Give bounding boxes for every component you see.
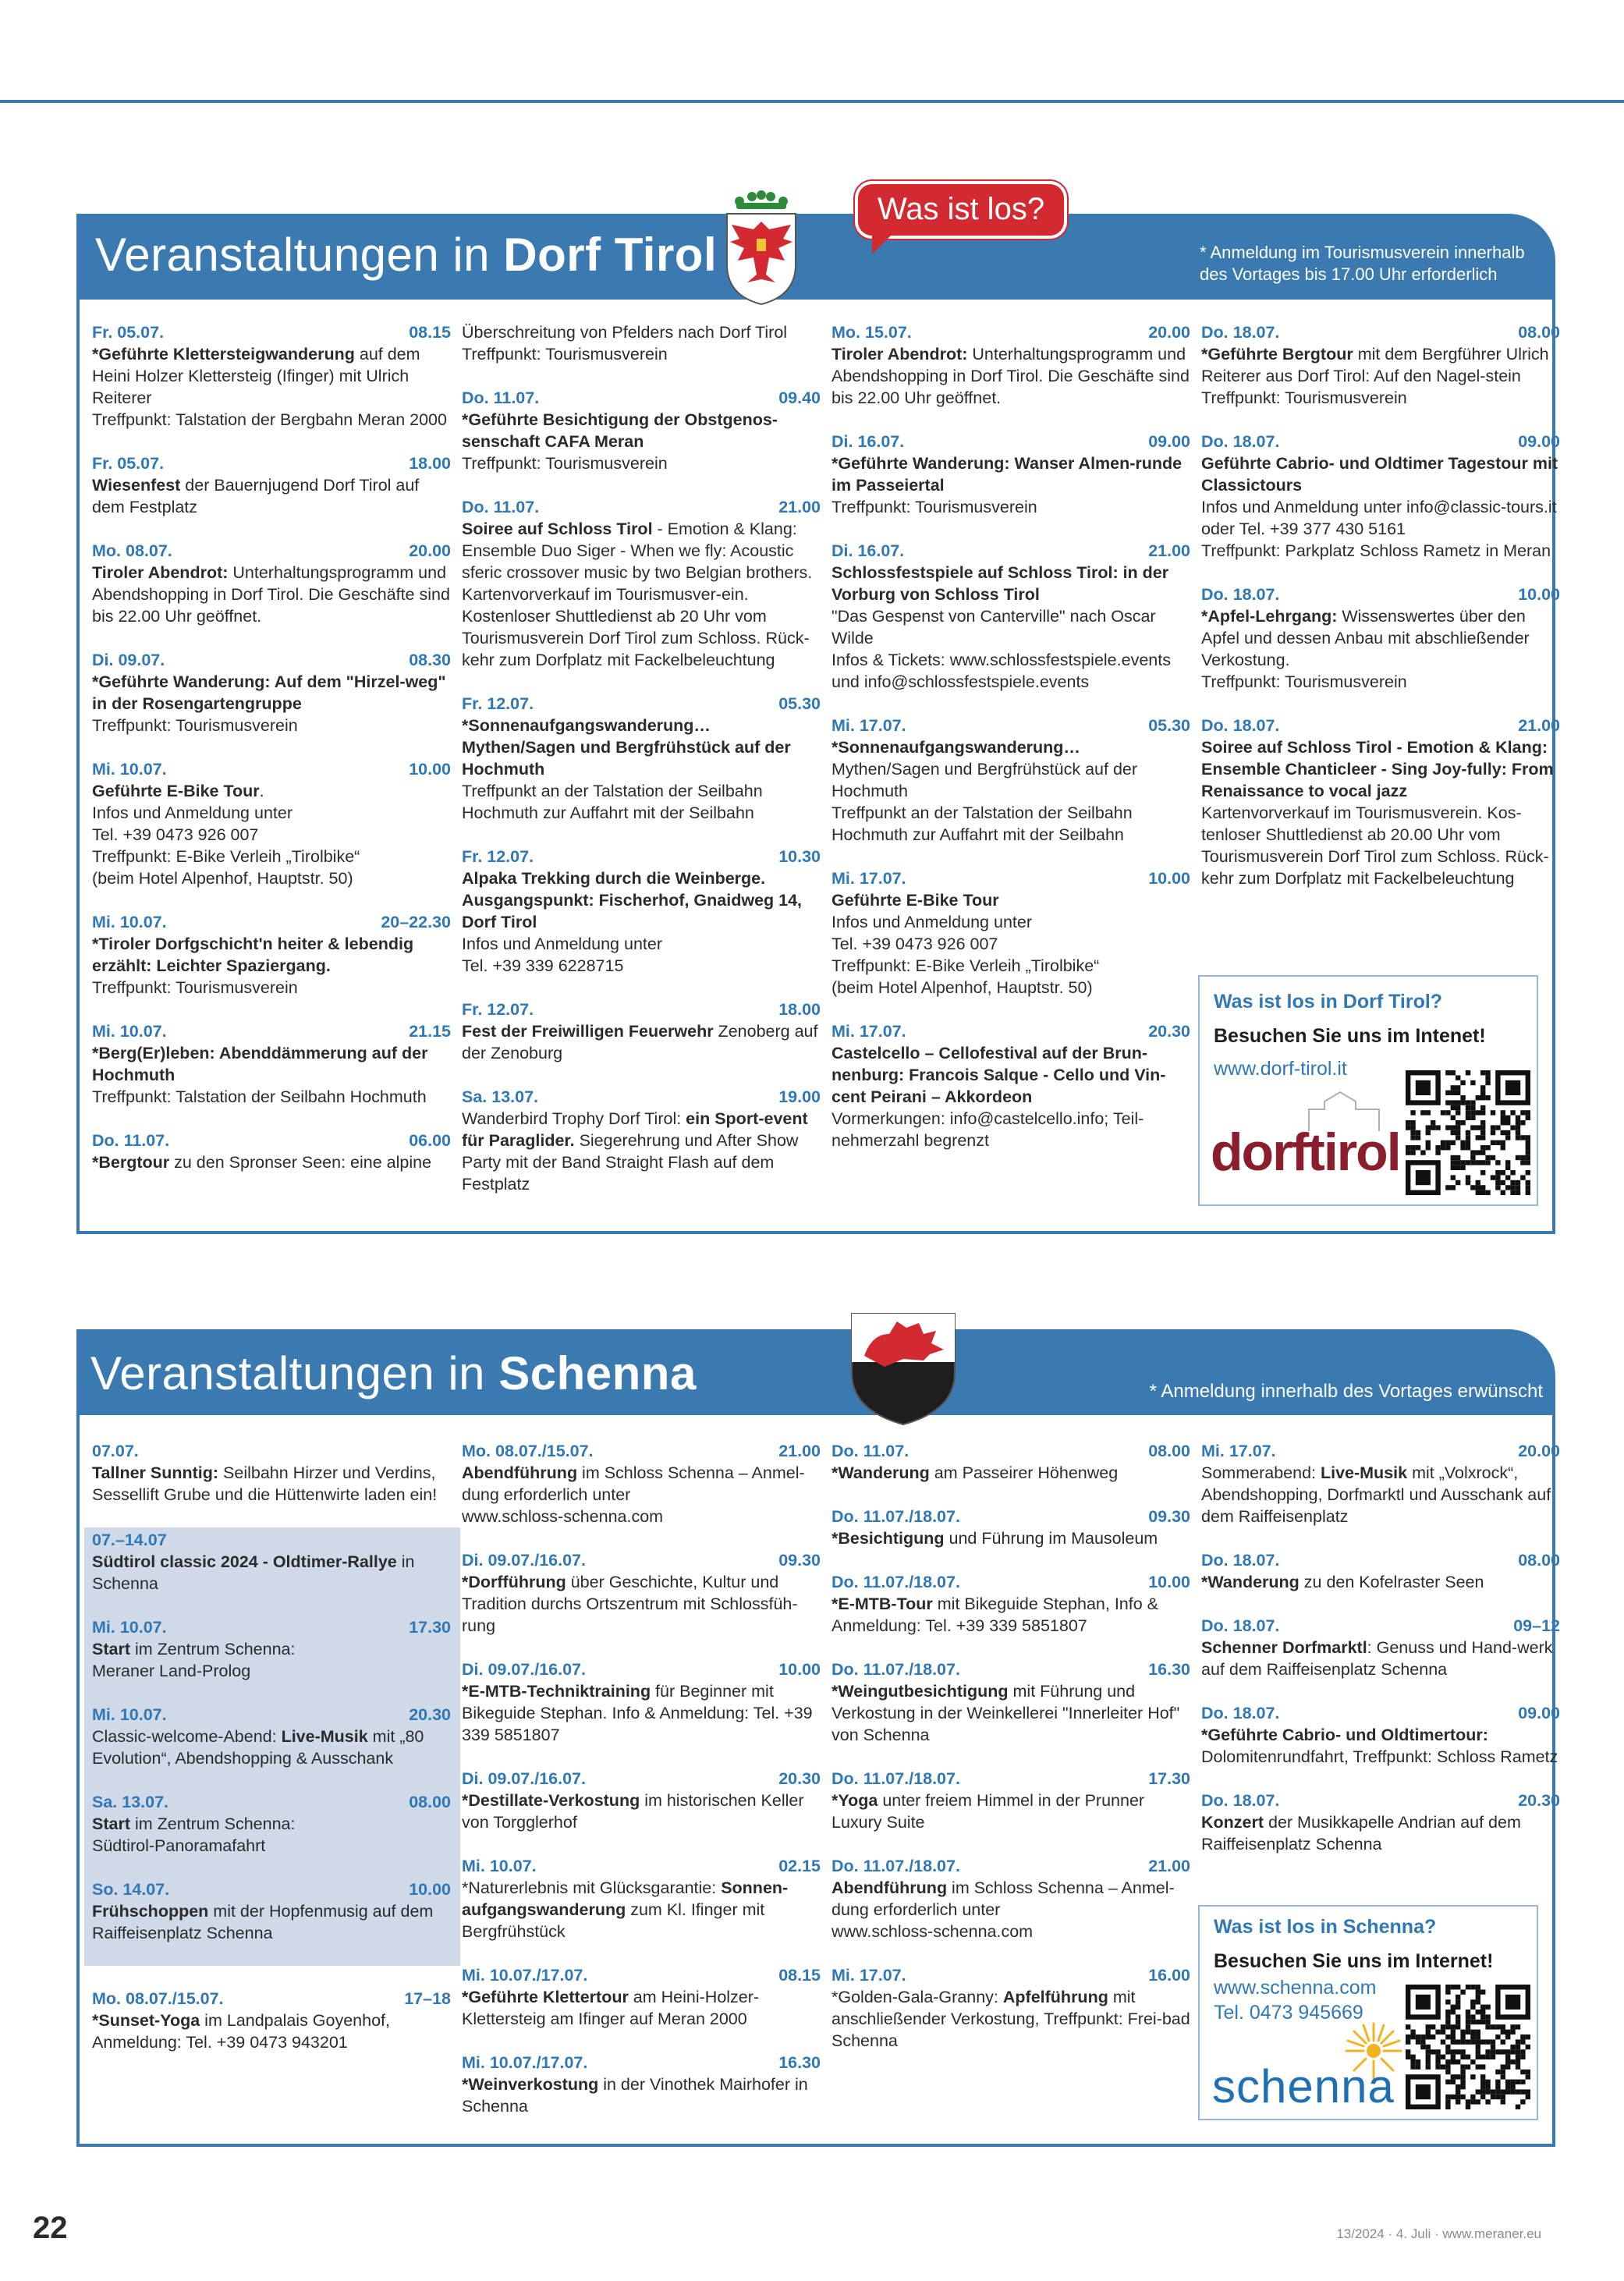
event-date: Do. 18.07. [1201,1791,1280,1810]
event-time: 02.15 [778,1857,821,1875]
event-time: 08.00 [1148,1442,1190,1460]
event-description: Sommerabend: Live-Musik mit „Volxrock“, Abendshopping, Dorfmarktl und Ausschank auf dem Raiffeisenplatz [1201,1463,1551,1526]
event-time: 18.00 [778,1000,821,1019]
event-date: Do. 11.07. [462,388,540,407]
event-time: 20.30 [1518,1791,1560,1810]
event-item [832,1440,1190,1484]
event-description: *Sonnenaufgangswanderung… Mythen/Sagen und Bergfrühstück auf der Hochmuth Treffpunkt an der Talstation der Seilbahn Hochmuth zur Auffahrt mit der Seilbahn [832,738,1138,844]
event-time: 09.00 [1518,432,1560,451]
event-item [92,1529,451,1616]
event-header [92,911,451,933]
event-description: *Apfel-Lehrgang: Wissenswertes über den Apfel und dessen Anbau mit abschließender Verkostung. Treffpunkt: Tourismusverein [1201,607,1530,691]
tyrol-eagle-crest-icon [722,190,800,307]
event-date: Mi. 17.07. [832,1966,906,1985]
event-description: *Dorfführung über Geschichte, Kultur und Tradition durchs Ortszentrum mit Schlossfüh-rung [462,1573,798,1635]
event-description: Tiroler Abendrot: Unterhaltungsprogramm und Abendshopping in Dorf Tirol. Die Geschäfte sind bis 22.00 Uhr geöffnet. [92,563,450,626]
schenna-col1-bottom [92,1988,451,2053]
event-description: *Naturerlebnis mit Glücksgarantie: Sonnen-aufgangswanderung zum Kl. Ifinger mit Bergfrühstück [462,1878,789,1941]
dorf-column-4 [1201,321,1560,911]
schenna-logo: schenna [1212,2060,1395,2112]
event-header [92,1704,451,1726]
event-time: 09.30 [1148,1507,1190,1526]
dorf-title-prefix: Veranstaltungen in [95,229,504,281]
event-item [462,1768,821,1833]
event-header [462,693,821,715]
dorf-note: * Anmeldung im Tourismusverein innerhalb des Vortages bis 17.00 Uhr erforderlich [1200,243,1525,284]
event-description: Südtirol classic 2024 - Oldtimer-Rallye in Schenna [92,1552,415,1593]
event-header [92,1130,451,1151]
event-description: *Geführte Bergtour mit dem Bergführer Ulrich Reiterer aus Dorf Tirol: Auf den Nagel-stein Treffpunkt: Tourismusverein [1201,345,1549,407]
event-time: 20.30 [778,1769,821,1788]
event-description: *Geführte Klettertour am Heini-Holzer-Klettersteig am Ifinger auf Meran 2000 [462,1988,760,2028]
event-header [832,1768,1190,1790]
event-date: 07.–14.07 [92,1531,167,1549]
event-item [92,1988,451,2053]
event-item [832,715,1190,846]
event-description: *Golden-Gala-Granny: Apfelführung mit anschließender Verkostung, Treffpunkt: Frei-bad Schenna [832,1988,1190,2050]
dorf-ad-question: Was ist los in Dorf Tirol? [1214,991,1443,1013]
event-header [1201,431,1560,452]
event-description: Tallner Sunntig: Seilbahn Hirzer und Verdins, Sessellift Grube und die Hüttenwirte laden ein! [92,1463,438,1504]
event-date: Do. 11.07./18.07. [832,1660,960,1679]
event-header [832,1964,1190,1986]
event-item [462,1964,821,2030]
event-time: 17–18 [404,1989,451,2008]
event-description: *Weingutbesichtigung mit Führung und Verkostung in der Weinkellerei "Innerleiter Hof" von Schenna [832,1682,1180,1744]
event-description: Geführte E-Bike Tour. Infos und Anmeldung unter Tel. +39 0473 926 007 Treffpunkt: E-Bike Verleih „Tirolbike“ (beim Hotel Alpenhof, Hauptstr. 50) [92,782,360,888]
event-item [832,1020,1190,1151]
event-date: Mo. 08.07. [92,541,172,560]
event-item [1201,431,1560,562]
event-date: Mi. 10.07./17.07. [462,2053,588,2072]
event-item [832,1506,1190,1549]
event-item [1201,584,1560,693]
event-item [1201,1440,1560,1527]
schenna-header-bar [76,1329,1555,1415]
event-item [462,1086,821,1195]
event-item [1201,1790,1560,1855]
schenna-column-4 [1201,1440,1560,1877]
event-item [832,1855,1190,1942]
event-description: Schenner Dorfmarktl: Genuss und Hand-werk auf dem Raiffeisenplatz Schenna [1201,1638,1553,1679]
event-header [462,1086,821,1108]
event-header [462,496,821,518]
schenna-ad-cta: Besuchen Sie uns im Internet! [1214,1950,1494,1972]
event-date: Mi. 10.07./17.07. [462,1966,588,1985]
event-time: 06.00 [409,1131,451,1150]
event-header [1201,1615,1560,1637]
event-time: 09.40 [778,388,821,407]
event-time: 09–12 [1513,1616,1560,1635]
event-item [462,1549,821,1637]
event-time: 21.00 [778,498,821,516]
event-date: Mo. 08.07./15.07. [92,1989,224,2008]
event-header [832,1658,1190,1680]
event-description: Start im Zentrum Schenna: Südtirol-Panoramafahrt [92,1815,296,1855]
event-date: Do. 11.07. [462,498,540,516]
event-time: 10.00 [1148,1573,1190,1591]
event-time: 09.30 [778,1551,821,1570]
event-header [832,321,1190,343]
event-item [462,693,821,824]
event-description: *E-MTB-Techniktraining für Beginner mit Bikeguide Stephan. Info & Anmeldung: Tel. +39 339 5851807 [462,1682,813,1744]
event-description: Frühschoppen mit der Hopfenmusig auf dem Raiffeisenplatz Schenna [92,1902,434,1942]
event-header [462,1768,821,1790]
event-item [92,1020,451,1108]
event-item [1201,715,1560,889]
event-description: *Destillate-Verkostung im historischen Keller von Torgglerhof [462,1791,804,1832]
event-description: *Sunset-Yoga im Landpalais Goyenhof, Anmeldung: Tel. +39 0473 943201 [92,2011,391,2052]
event-date: Mi. 10.07. [92,1022,167,1041]
event-time: 21.00 [1148,1857,1190,1875]
dorf-column-3 [832,321,1190,1173]
event-header [92,1988,451,2010]
event-header [462,999,821,1020]
event-header [832,1506,1190,1527]
event-header [462,1964,821,1986]
dorf-ad-box [1198,975,1538,1206]
event-time: 10.30 [778,847,821,866]
event-item [92,758,451,889]
event-time: 20.00 [1518,1442,1560,1460]
event-header [832,1440,1190,1462]
event-time: 17.30 [1148,1769,1190,1788]
event-item [832,1571,1190,1637]
schenna-note: * Anmeldung innerhalb des Vortages erwünscht [1149,1381,1543,1402]
event-date: Do. 11.07./18.07. [832,1507,960,1526]
event-header [92,649,451,671]
event-date: Fr. 05.07. [92,323,165,342]
event-time: 10.00 [1518,585,1560,604]
event-header [92,452,451,474]
event-description: Alpaka Trekking durch die Weinberge. Ausgangspunkt: Fischerhof, Gnaidweg 14, Dorf Tirol Infos und Anmeldung unter Tel. +39 339 6228715 [462,869,803,975]
event-date: Di. 09.07./16.07. [462,1769,586,1788]
event-description: Geführte E-Bike Tour Infos und Anmeldung unter Tel. +39 0473 926 007 Treffpunkt: E-Bike Verleih „Tirolbike“ (beim Hotel Alpenhof, Hauptstr. 50) [832,891,1100,997]
event-time: 21.00 [1518,716,1560,735]
event-header [832,1571,1190,1593]
schenna-ad-box [1198,1905,1538,2120]
event-date: Di. 09.07./16.07. [462,1551,586,1570]
dorf-logo: dorftirol [1211,1123,1400,1182]
event-description: Abendführung im Schloss Schenna – Anmel-dung erforderlich unter www.schloss-schenna.com [462,1463,805,1526]
event-header [462,1658,821,1680]
event-header [92,1791,451,1813]
event-header [1201,1790,1560,1811]
event-description: *Yoga unter freiem Himmel in der Prunner Luxury Suite [832,1791,1145,1832]
event-time: 21.00 [778,1442,821,1460]
event-time: 21.00 [1148,541,1190,560]
schenna-title [90,1346,697,1400]
event-date: Di. 16.07. [832,541,905,560]
event-header [832,715,1190,736]
schenna-ad-question: Was ist los in Schenna? [1214,1916,1437,1938]
event-description: *Geführte Wanderung: Auf dem "Hirzel-weg" in der Rosengartengruppe Treffpunkt: Tourismusverein [92,672,446,735]
schenna-title-bold: Schenna [498,1347,697,1399]
event-time: 21.15 [409,1022,451,1041]
event-date: Do. 11.07./18.07. [832,1573,960,1591]
event-header [462,1440,821,1462]
event-date: Mi. 10.07. [92,1705,167,1724]
event-date: Mi. 17.07. [1201,1442,1276,1460]
event-time: 08.30 [409,651,451,669]
event-time: 09.00 [1148,432,1190,451]
event-date: Do. 11.07./18.07. [832,1769,960,1788]
event-date: Sa. 13.07. [462,1087,539,1106]
event-description: Castelcello – Cellofestival auf der Brun-nenburg: Francois Salque - Cello und Vin-cent Peirani – Akkordeon Vormerkungen: info@castelcello.info; Teil-nehmerzahl begrenzt [832,1044,1166,1150]
event-item [1201,1702,1560,1768]
event-description: Start im Zentrum Schenna: Meraner Land-Prolog [92,1640,296,1680]
event-description: Classic-welcome-Abend: Live-Musik mit „80 Evolution“, Abendshopping & Ausschank [92,1727,424,1768]
event-item [1201,1615,1560,1680]
was-ist-los-bubble-tail [872,234,892,254]
event-time: 08.00 [1518,323,1560,342]
event-date: Do. 18.07. [1201,585,1280,604]
event-date: Do. 18.07. [1201,1551,1280,1570]
event-header [462,2052,821,2073]
event-time: 09.00 [1518,1704,1560,1722]
schenna-ad-phone: Tel. 0473 945669 [1214,2002,1363,2024]
event-item [92,1616,451,1704]
event-date: Di. 16.07. [832,432,905,451]
event-header [832,867,1190,889]
event-time: 08.00 [409,1793,451,1811]
event-header [92,1440,451,1462]
event-date: Mi. 17.07. [832,1022,906,1041]
event-header [92,758,451,780]
event-description: *Bergtour zu den Spronser Seen: eine alpine [92,1153,432,1172]
event-item [462,1440,821,1527]
event-item [92,1130,451,1173]
event-time: 05.30 [1148,716,1190,735]
event-header [462,846,821,867]
event-description: Soiree auf Schloss Tirol - Emotion & Klang: Ensemble Duo Siger - When we fly: Acoustic sferic crossover music by two Belgian brothers. Kartenvorverkauf im Tourismusver-ein. Kostenloser Shuttledienst ab 20 Uhr vom Tourismusverein Dorf Tirol zum Schloss. Rück-kehr zum Dorfplatz mit Fackelbeleuchtung [462,520,813,669]
event-description: *Berg(Er)leben: Abenddämmerung auf der Hochmuth Treffpunkt: Talstation der Seilbahn Hochmuth [92,1044,428,1106]
event-header [1201,1440,1560,1462]
schenna-column-1 [92,1440,451,2075]
schenna-content-box [76,1415,1560,2147]
event-date: Mo. 15.07. [832,323,912,342]
event-date: 07.07. [92,1442,139,1460]
event-description: *Weinverkostung in der Vinothek Mairhofer in Schenna [462,2075,808,2116]
event-item [92,540,451,627]
event-item [1201,321,1560,409]
event-header [92,1616,451,1638]
dorf-title-bold: Dorf Tirol [503,229,718,281]
event-item [832,431,1190,518]
event-time: 19.00 [778,1087,821,1106]
event-item [832,867,1190,999]
event-header [832,431,1190,452]
event-time: 08.15 [778,1966,821,1985]
schenna-title-prefix: Veranstaltungen in [90,1347,499,1399]
event-time: 08.15 [409,323,451,342]
event-description: *Geführte Wanderung: Wanser Almen-runde im Passeiertal Treffpunkt: Tourismusverein [832,454,1183,516]
event-date: Do. 18.07. [1201,432,1280,451]
event-description: *Sonnenaufgangswanderung… Mythen/Sagen und Bergfrühstück auf der Hochmuth Treffpunkt an der Talstation der Seilbahn Hochmuth zur Auffahrt mit der Seilbahn [462,716,791,822]
event-description: Wiesenfest der Bauernjugend Dorf Tirol auf dem Festplatz [92,476,420,516]
event-date: Do. 18.07. [1201,323,1280,342]
event-header [462,1855,821,1877]
event-item [832,1658,1190,1746]
event-date: Fr. 05.07. [92,454,165,473]
top-rule [0,100,1624,103]
event-time: 10.00 [409,760,451,779]
event-date: Fr. 12.07. [462,847,534,866]
event-description: *E-MTB-Tour mit Bikeguide Stephan, Info & Anmeldung: Tel. +39 339 5851807 [832,1595,1159,1635]
event-time: 20.30 [1148,1022,1190,1041]
event-date: Do. 18.07. [1201,1616,1280,1635]
event-item [92,452,451,518]
schenna-ad-url[interactable]: www.schenna.com [1214,1977,1377,1999]
event-header [92,321,451,343]
dorf-title [95,228,717,282]
event-description: Geführte Cabrio- und Oldtimer Tagestour mit Classictours Infos und Anmeldung unter info@classic-tours.it oder Tel. +39 377 430 5161 Treffpunkt: Parkplatz Schloss Rametz in Meran [1201,454,1558,560]
event-time: 05.30 [778,694,821,713]
event-item [462,999,821,1064]
event-header [1201,584,1560,605]
event-item [832,321,1190,409]
event-description: *Wanderung zu den Kofelraster Seen [1201,1573,1484,1591]
event-time: 20.00 [1148,323,1190,342]
schenna-col1-top [92,1440,451,1506]
event-item [462,1658,821,1746]
event-description: *Wanderung am Passeirer Höhenweg [832,1463,1119,1482]
event-date: Mi. 10.07. [92,1618,167,1637]
event-description: *Besichtigung und Führung im Mausoleum [832,1529,1158,1548]
event-time: 10.00 [409,1880,451,1899]
event-item [462,496,821,671]
event-date: Mo. 08.07./15.07. [462,1442,594,1460]
event-date: Di. 09.07./16.07. [462,1660,586,1679]
event-item [462,1855,821,1942]
schenna-column-2 [462,1440,821,2139]
dorf-column-2 [462,321,821,1217]
event-time: 10.00 [1148,869,1190,888]
event-header [1201,1549,1560,1571]
event-time: 20.00 [409,541,451,560]
event-description: *Geführte Klettersteigwanderung auf dem Heini Holzer Klettersteig (Ifinger) mit Ulrich Reiterer Treffpunkt: Talstation der Bergbahn Meran 2000 [92,345,447,429]
schenna-qr-code-icon[interactable] [1406,1985,1530,2109]
event-date: Do. 11.07. [832,1442,910,1460]
event-date: Fr. 12.07. [462,1000,534,1019]
event-description: Abendführung im Schloss Schenna – Anmel-dung erforderlich unter www.schloss-schenna.com [832,1878,1175,1941]
event-item [92,1704,451,1791]
event-header [1201,1702,1560,1724]
event-date: Fr. 12.07. [462,694,534,713]
event-header [462,387,821,409]
event-description: Soiree auf Schloss Tirol - Emotion & Klang: Ensemble Chanticleer - Sing Joy-fully: From Renaissance to vocal jazz Kartenvorverkauf im Tourismusverein. Kos-tenloser Shuttledienst ab 20.00 Uhr vom Tourismusverein Dorf Tirol zum Schloss. Rück-kehr zum Dorfplatz mit Fackelbeleuchtung [1201,738,1554,888]
event-item [1201,1549,1560,1593]
event-description: Konzert der Musikkapelle Andrian auf dem Raiffeisenplatz Schenna [1201,1813,1521,1854]
event-date: Mi. 17.07. [832,869,906,888]
event-item [92,1878,451,1966]
event-date: Di. 09.07. [92,651,165,669]
event-time: 10.00 [778,1660,821,1679]
event-date: Do. 11.07./18.07. [832,1857,960,1875]
event-header [92,1878,451,1900]
event-date: Mi. 10.07. [92,913,167,931]
event-description: Überschreitung von Pfelders nach Dorf Tirol Treffpunkt: Tourismusverein [462,323,788,364]
dorf-content-box [76,300,1560,1234]
event-header [832,1855,1190,1877]
event-date: Mi. 10.07. [462,1857,537,1875]
event-description: *Tiroler Dorfgschicht'n heiter & lebendig erzählt: Leichter Spaziergang. Treffpunkt: Tourismusverein [92,935,414,997]
event-description: *Geführte Cabrio- und Oldtimertour: Dolomitenrundfahrt, Treffpunkt: Schloss Rametz [1201,1726,1558,1766]
event-item [92,321,451,431]
event-header [832,540,1190,562]
event-header [92,1020,451,1042]
event-item [832,1768,1190,1833]
event-date: Mi. 17.07. [832,716,906,735]
schenna-highlight-block [84,1527,460,1966]
dorf-header-bar [76,214,1555,300]
event-item [462,2052,821,2117]
event-header [832,1020,1190,1042]
was-ist-los-bubble: Was ist los? [855,181,1067,239]
event-date: Do. 18.07. [1201,716,1280,735]
footer-info: 13/2024 · 4. Juli · www.meraner.eu [1336,2226,1541,2241]
event-item [462,387,821,474]
event-time: 18.00 [409,454,451,473]
event-time: 08.00 [1518,1551,1560,1570]
event-date: So. 14.07. [92,1880,170,1899]
event-header [1201,715,1560,736]
event-time: 16.30 [778,2053,821,2072]
event-item [92,1791,451,1878]
event-item [92,911,451,999]
dorf-ad-url[interactable]: www.dorf-tirol.it [1214,1058,1347,1080]
event-description: Schlossfestspiele auf Schloss Tirol: in der Vorburg von Schloss Tirol "Das Gespenst von Canterville" nach Oscar Wilde Infos & Tickets: www.schlossfestspiele.events und info@schlossfestspiele.events [832,563,1171,691]
dorf-column-1 [92,321,451,1195]
event-description: Wanderbird Trophy Dorf Tirol: ein Sport-event für Paraglider. Siegerehrung und After Show Party mit der Band Straight Flash auf dem Festplatz [462,1109,808,1194]
event-item [462,321,821,365]
dorf-qr-code-icon[interactable] [1406,1070,1530,1195]
event-date: Mi. 10.07. [92,760,167,779]
event-item [92,649,451,736]
schenna-lion-crest-icon [849,1311,958,1428]
event-date: Sa. 13.07. [92,1793,169,1811]
event-item [832,1964,1190,2052]
event-header [1201,321,1560,343]
event-time: 20.30 [409,1705,451,1724]
event-time: 16.00 [1148,1966,1190,1985]
event-description: Fest der Freiwilligen Feuerwehr Zenoberg auf der Zenoburg [462,1022,818,1062]
event-header [92,540,451,562]
event-header [92,1529,451,1551]
schenna-column-3 [832,1440,1190,2073]
page-number: 22 [33,2211,68,2245]
event-description: Tiroler Abendrot: Unterhaltungsprogramm und Abendshopping in Dorf Tirol. Die Geschäfte sind bis 22.00 Uhr geöffnet. [832,345,1190,407]
event-item [462,846,821,977]
dorf-ad-cta: Besuchen Sie uns im Intenet! [1214,1025,1486,1047]
event-date: Do. 11.07. [92,1131,170,1150]
event-item [92,1440,451,1506]
event-date: Do. 18.07. [1201,1704,1280,1722]
event-time: 20–22.30 [381,913,451,931]
event-description: *Geführte Besichtigung der Obstgenos-senschaft CAFA Meran Treffpunkt: Tourismusverein [462,410,778,473]
event-item [832,540,1190,693]
event-time: 17.30 [409,1618,451,1637]
event-header [462,1549,821,1571]
event-time: 16.30 [1148,1660,1190,1679]
